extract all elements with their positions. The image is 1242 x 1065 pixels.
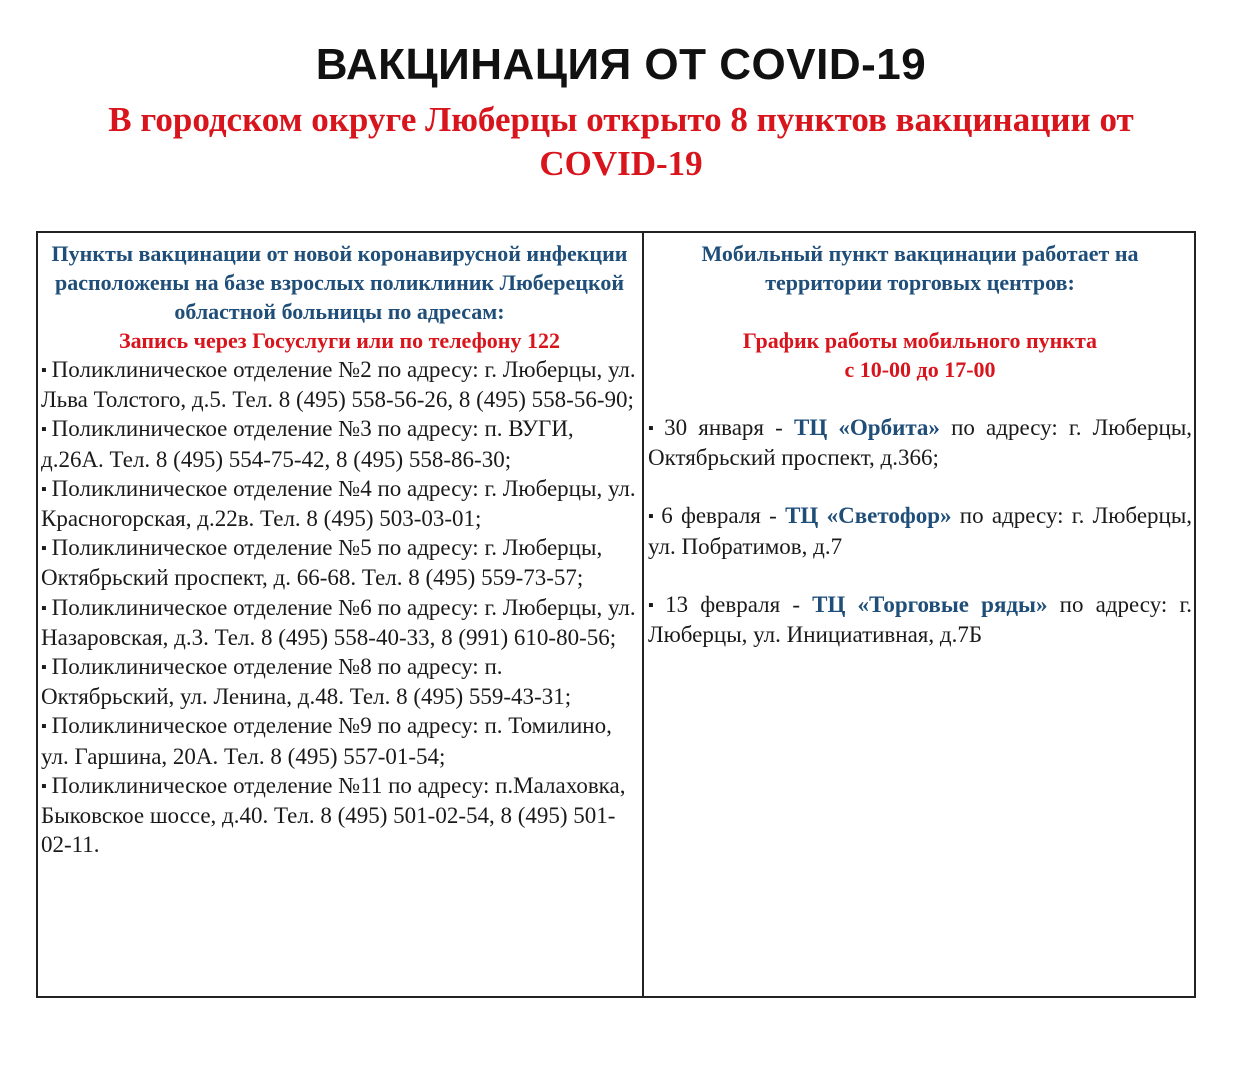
clinics-heading: Пункты вакцинации от новой коронавирусной инфекции расположены на базе взрослых поликлиник Люберецкой областной больницы по адресам: (51, 241, 628, 324)
page-title: ВАКЦИНАЦИЯ ОТ COVID-19 (315, 40, 927, 89)
list-item (41, 533, 638, 592)
visit-date: 13 февраля (665, 591, 781, 617)
date-dash: - (775, 415, 783, 440)
square-bullet-icon: ▪ (41, 540, 47, 558)
mall-address: по адресу: г. Люберцы, ул. Инициативная, д.7Б (648, 591, 1193, 648)
clinic-text: Поликлиническое отделение №6 по адресу: г. Люберцы, ул. Назаровская, д.3. Тел. 8 (495) 558-40-33, 8 (991) 610-80-56; (41, 594, 636, 650)
vaccination-info-table (36, 231, 1196, 998)
square-bullet-icon: ▪ (41, 421, 47, 439)
list-item (41, 652, 638, 711)
list-item (41, 355, 638, 414)
mall-name: ТЦ «Орбита» (794, 415, 940, 440)
date-dash: - (769, 503, 777, 529)
square-bullet-icon: ▪ (41, 480, 47, 498)
schedule-block (648, 326, 1192, 384)
schedule-hours: с 10-00 до 17-00 (844, 357, 996, 382)
date-dash: - (792, 591, 800, 617)
visit-date: 6 февраля (661, 503, 761, 529)
visit-date: 30 января (664, 415, 764, 440)
list-item (41, 414, 638, 473)
square-bullet-icon: ▪ (41, 718, 47, 736)
square-bullet-icon: ▪ (41, 659, 47, 677)
list-item (41, 593, 638, 652)
list-item (41, 771, 638, 860)
clinic-text: Поликлиническое отделение №11 по адресу: п.Малаховка, Быковское шоссе, д.40. Тел. 8 (495) 501-02-54, 8 (495) 501-02-11. (41, 772, 626, 858)
list-item (648, 413, 1192, 472)
clinic-text: Поликлиническое отделение №8 по адресу: п. Октябрьский, ул. Ленина, д.48. Тел. 8 (495) 559-43-31; (41, 654, 572, 710)
square-bullet-icon: ▪ (648, 596, 661, 614)
schedule-title: График работы мобильного пункта (742, 328, 1098, 353)
mall-name: ТЦ «Торговые ряды» (812, 591, 1048, 617)
mobile-point-column (644, 233, 1194, 996)
clinics-column (38, 233, 644, 996)
clinic-text: Поликлиническое отделение №3 по адресу: п. ВУГИ, д.26А. Тел. 8 (495) 554-75-42, 8 (495) 558-86-30; (41, 416, 574, 472)
square-bullet-icon: ▪ (41, 777, 47, 795)
clinic-list (41, 355, 638, 859)
mall-address: по адресу: г. Люберцы, ул. Побратимов, д.7 (648, 503, 1193, 559)
clinic-text: Поликлиническое отделение №9 по адресу: п. Томилино, ул. Гаршина, 20А. Тел. 8 (495) 557-01-54; (41, 713, 612, 769)
list-item (648, 590, 1192, 649)
signup-note: Запись через Госуслуги или по телефону 122 (119, 328, 560, 353)
clinic-text: Поликлиническое отделение №4 по адресу: г. Люберцы, ул. Красногорская, д.22в. Тел. 8 (495) 503-03-01; (41, 475, 636, 532)
page-subtitle: В городском округе Люберцы открыто 8 пунктов вакцинации от COVID-19 (108, 100, 1134, 183)
mobile-heading: Мобильный пункт вакцинации работает на территории торговых центров: (701, 241, 1139, 295)
clinic-text: Поликлиническое отделение №5 по адресу: г. Люберцы, Октябрьский проспект, д. 66-68. Тел. 8 (495) 559-73-57; (41, 535, 603, 591)
list-item (41, 711, 638, 770)
mall-address: по адресу: г. Люберцы, Октябрьский проспект, д.366; (648, 415, 1193, 471)
list-item (648, 501, 1192, 560)
square-bullet-icon: ▪ (648, 420, 660, 437)
list-item (41, 474, 638, 533)
clinic-text: Поликлиническое отделение №2 по адресу: г. Люберцы, ул. Льва Толстого, д.5. Тел. 8 (495) 558-56-26, 8 (495) 558-56-90; (41, 357, 636, 413)
square-bullet-icon: ▪ (41, 362, 47, 379)
square-bullet-icon: ▪ (41, 599, 47, 617)
square-bullet-icon: ▪ (648, 508, 657, 526)
mobile-point-list (648, 413, 1192, 649)
mall-name: ТЦ «Светофор» (785, 503, 952, 529)
